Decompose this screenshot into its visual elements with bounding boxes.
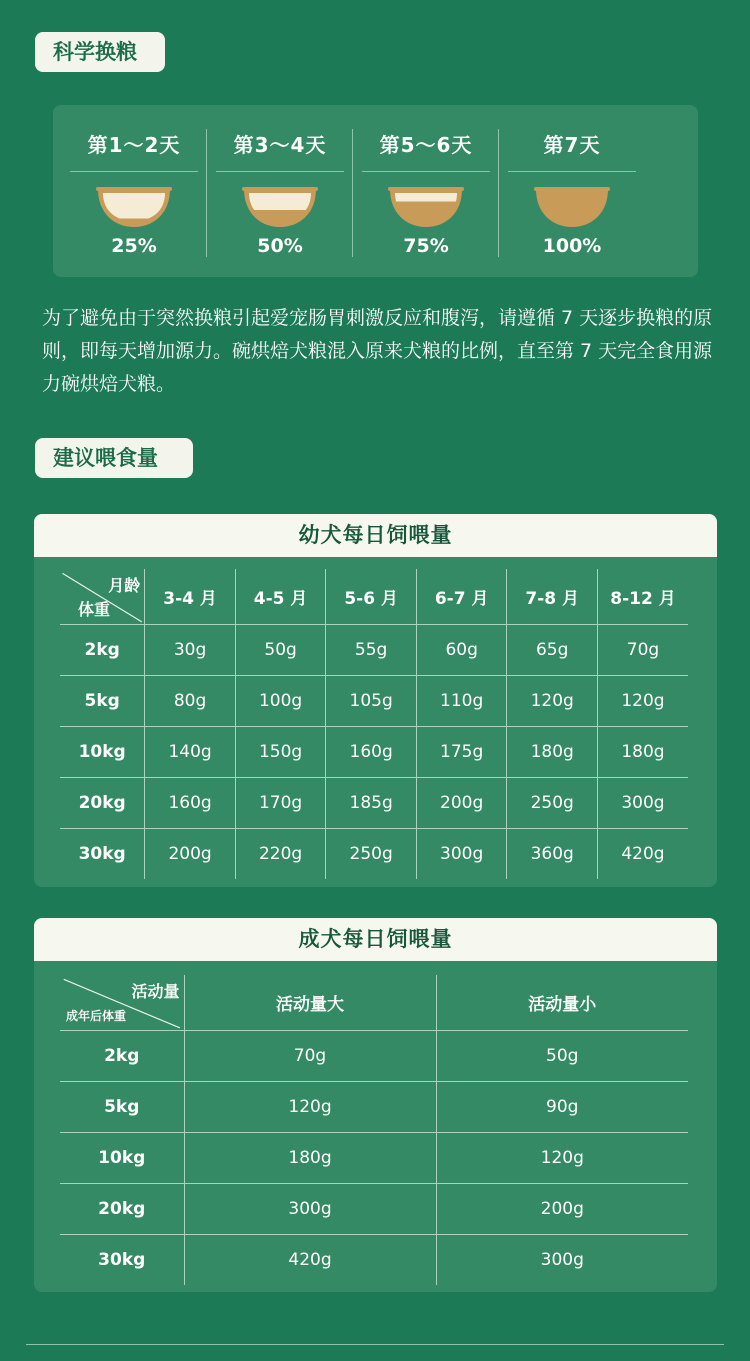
bowl-icon xyxy=(388,187,464,229)
stage-underline xyxy=(216,171,344,172)
table-cell: 180g xyxy=(597,726,688,777)
column-header: 活动量小 xyxy=(436,975,688,1030)
table-cell: 185g xyxy=(326,777,417,828)
column-header: 6-7 月 xyxy=(416,569,507,624)
stage-percentage: 100% xyxy=(542,235,602,257)
stage-separator xyxy=(352,129,353,257)
puppy-table-title: 幼犬每日饲喂量 xyxy=(34,514,717,557)
adult-table-title: 成犬每日饲喂量 xyxy=(34,918,717,961)
stage-percentage: 25% xyxy=(111,235,157,257)
stage-4 xyxy=(499,105,645,277)
table-cell: 300g xyxy=(184,1183,436,1234)
table-row xyxy=(60,828,688,879)
corner-column-label: 活动量 xyxy=(131,982,180,1001)
stage-label: 第3～4天 xyxy=(233,133,327,157)
row-weight-label: 20kg xyxy=(60,1183,184,1234)
table-row xyxy=(60,624,688,675)
table-cell: 300g xyxy=(416,828,507,879)
table-cell: 250g xyxy=(326,828,417,879)
table-header-row xyxy=(60,569,688,624)
table-cell: 420g xyxy=(184,1234,436,1285)
adult-feeding-table xyxy=(60,975,688,1285)
table-cell: 110g xyxy=(416,675,507,726)
table-row xyxy=(60,777,688,828)
stage-separator xyxy=(498,129,499,257)
table-cell: 65g xyxy=(507,624,598,675)
table-cell: 90g xyxy=(436,1081,688,1132)
stage-percentage: 75% xyxy=(403,235,449,257)
table-cell: 50g xyxy=(235,624,326,675)
table-cell: 160g xyxy=(326,726,417,777)
table-corner-cell xyxy=(60,569,145,624)
stage-3 xyxy=(353,105,499,277)
stage-percentage: 50% xyxy=(257,235,303,257)
row-weight-label: 10kg xyxy=(60,726,145,777)
table-cell: 200g xyxy=(436,1183,688,1234)
stage-label: 第1～2天 xyxy=(87,133,181,157)
table-header-row xyxy=(60,975,688,1030)
table-cell: 160g xyxy=(145,777,236,828)
table-cell: 175g xyxy=(416,726,507,777)
table-cell: 70g xyxy=(597,624,688,675)
table-cell: 105g xyxy=(326,675,417,726)
column-header: 活动量大 xyxy=(184,975,436,1030)
table-cell: 30g xyxy=(145,624,236,675)
column-header: 3-4 月 xyxy=(145,569,236,624)
intro-text: 为了避免由于突然换粮引起爱宠肠胃刺激反应和腹泻，请遵循 7 天逐步换粮的原则，即每天增加源力。碗烘焙犬粮混入原来犬粮的比例，直至第 7 天完全食用源力碗烘焙犬粮。 xyxy=(42,307,713,395)
table-cell: 180g xyxy=(184,1132,436,1183)
column-header: 7-8 月 xyxy=(507,569,598,624)
section-title-food-switch: 科学换粮 xyxy=(35,32,165,72)
puppy-feeding-table xyxy=(60,569,688,879)
table-cell: 60g xyxy=(416,624,507,675)
corner-row-label: 体重 xyxy=(78,599,111,619)
column-header: 8-12 月 xyxy=(597,569,688,624)
table-cell: 360g xyxy=(507,828,598,879)
table-row xyxy=(60,1234,688,1285)
table-cell: 420g xyxy=(597,828,688,879)
bowl-icon xyxy=(534,187,610,229)
table-cell: 180g xyxy=(507,726,598,777)
footer-divider xyxy=(26,1344,724,1345)
table-row xyxy=(60,1081,688,1132)
table-cell: 80g xyxy=(145,675,236,726)
table-row xyxy=(60,1030,688,1081)
table-cell: 150g xyxy=(235,726,326,777)
stage-label: 第5～6天 xyxy=(379,133,473,157)
table-row xyxy=(60,726,688,777)
row-weight-label: 5kg xyxy=(60,675,145,726)
corner-row-label: 成年后体重 xyxy=(66,1008,127,1023)
table-cell: 120g xyxy=(184,1081,436,1132)
table-cell: 250g xyxy=(507,777,598,828)
stage-2 xyxy=(207,105,353,277)
stage-1 xyxy=(61,105,207,277)
table-corner-cell xyxy=(60,975,184,1030)
table-cell: 220g xyxy=(235,828,326,879)
table-row xyxy=(60,675,688,726)
table-cell: 300g xyxy=(436,1234,688,1285)
table-cell: 120g xyxy=(597,675,688,726)
bowl-icon xyxy=(242,187,318,229)
stage-underline xyxy=(70,171,198,172)
table-cell: 200g xyxy=(145,828,236,879)
stage-separator xyxy=(206,129,207,257)
section-title-feeding: 建议喂食量 xyxy=(35,438,193,478)
column-header: 4-5 月 xyxy=(235,569,326,624)
row-weight-label: 10kg xyxy=(60,1132,184,1183)
table-cell: 50g xyxy=(436,1030,688,1081)
row-weight-label: 2kg xyxy=(60,624,145,675)
table-cell: 55g xyxy=(326,624,417,675)
row-weight-label: 30kg xyxy=(60,1234,184,1285)
bowl-icon xyxy=(96,187,172,229)
adult-feeding-card xyxy=(34,918,717,1292)
row-weight-label: 5kg xyxy=(60,1081,184,1132)
table-cell: 140g xyxy=(145,726,236,777)
puppy-feeding-card xyxy=(34,514,717,887)
table-row xyxy=(60,1132,688,1183)
table-cell: 70g xyxy=(184,1030,436,1081)
stage-label: 第7天 xyxy=(543,133,601,157)
row-weight-label: 20kg xyxy=(60,777,145,828)
row-weight-label: 2kg xyxy=(60,1030,184,1081)
column-header: 5-6 月 xyxy=(326,569,417,624)
row-weight-label: 30kg xyxy=(60,828,145,879)
table-cell: 300g xyxy=(597,777,688,828)
table-cell: 120g xyxy=(436,1132,688,1183)
table-row xyxy=(60,1183,688,1234)
table-cell: 170g xyxy=(235,777,326,828)
food-switch-panel xyxy=(53,105,698,277)
corner-column-label: 月龄 xyxy=(108,576,141,595)
table-cell: 100g xyxy=(235,675,326,726)
table-cell: 120g xyxy=(507,675,598,726)
table-cell: 200g xyxy=(416,777,507,828)
stage-underline xyxy=(508,171,636,172)
stage-underline xyxy=(362,171,490,172)
